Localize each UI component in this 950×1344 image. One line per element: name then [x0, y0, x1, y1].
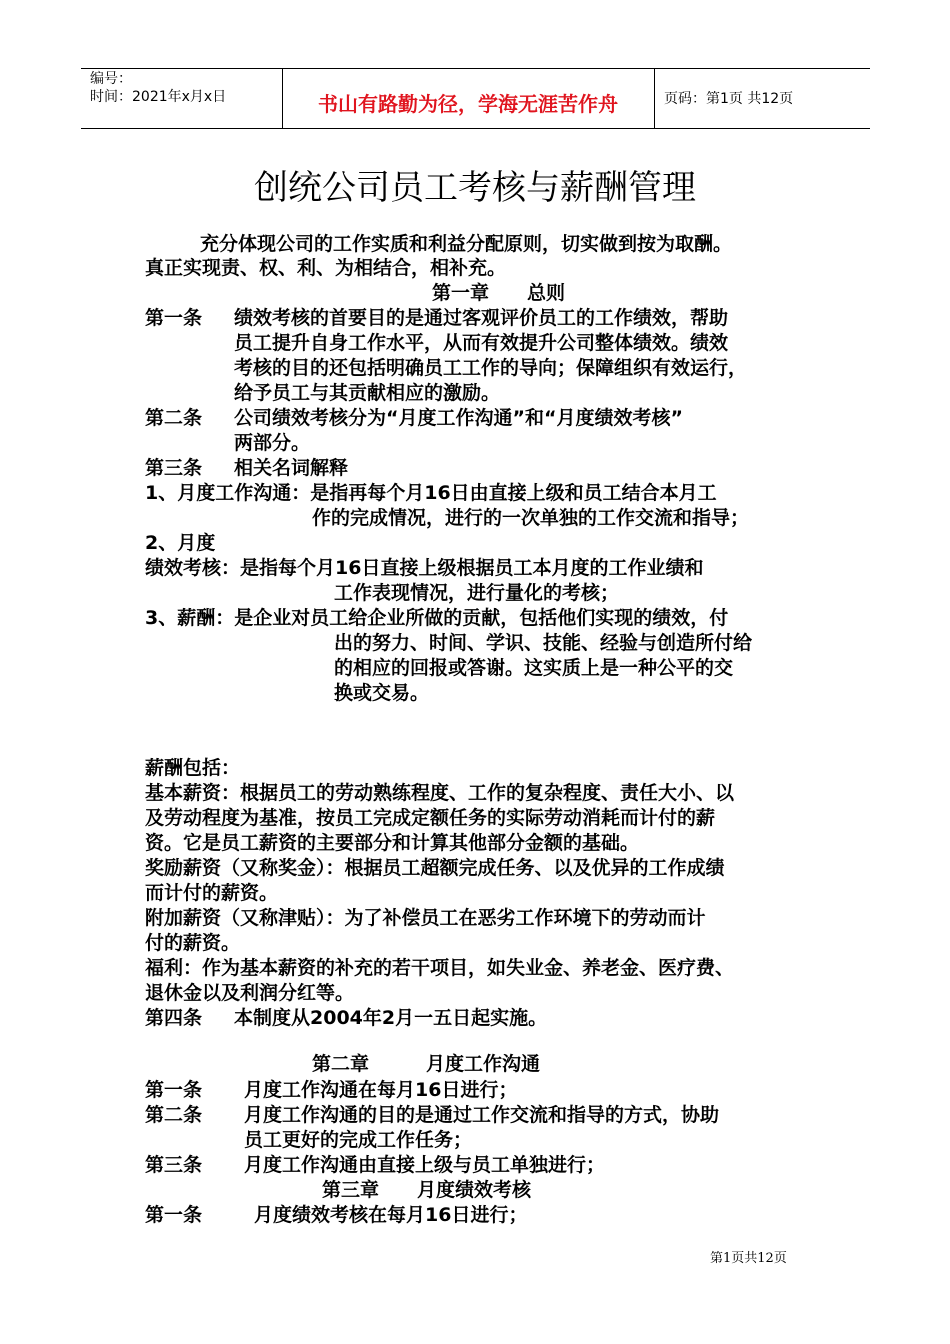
article-label: 第一条	[145, 1204, 203, 1226]
definition-line: 的相应的回报或答谢。这实质上是一种公平的交	[334, 657, 734, 679]
article-label: 第二条	[145, 407, 203, 429]
intro-line: 充分体现公司的工作实质和利益分配原则，切实做到按为取酬。	[200, 233, 733, 255]
header-top-rule	[81, 68, 870, 69]
article-text: 公司绩效考核分为“月度工作沟通”和“月度绩效考核”	[234, 407, 683, 429]
article-text: 考核的目的还包括明确员工工作的导向；保障组织有效运行，	[234, 357, 748, 379]
article-label: 第一条	[145, 1079, 203, 1101]
salary-line: 而计付的薪资。	[145, 882, 279, 904]
article-text: 员工更好的完成工作任务；	[244, 1129, 473, 1151]
article-label: 第二条	[145, 1104, 203, 1126]
chapter-heading: 第三章 月度绩效考核	[322, 1179, 532, 1201]
article-text: 月度工作沟通由直接上级与员工单独进行；	[244, 1154, 606, 1176]
article-text: 月度绩效考核在每月16日进行；	[254, 1204, 528, 1226]
definition-line: 绩效考核：是指每个月16日直接上级根据员工本月度的工作业绩和	[145, 557, 704, 579]
article-text: 本制度从2004年2月一五日起实施。	[234, 1007, 548, 1029]
article-label: 第四条	[145, 1007, 203, 1029]
intro-line: 真正实现责、权、利、为相结合，相补充。	[145, 257, 507, 279]
definition-line: 3、薪酬：是企业对员工给企业所做的贡献，包括他们实现的绩效，付	[145, 607, 729, 629]
salary-line: 及劳动程度为基准，按员工完成定额任务的实际劳动消耗而计付的薪	[145, 807, 716, 829]
number-label: 编号：	[90, 71, 132, 87]
definition-line: 作的完成情况，进行的一次单独的工作交流和指导；	[312, 507, 750, 529]
article-label: 第三条	[145, 457, 203, 479]
salary-heading: 薪酬包括：	[145, 757, 241, 779]
motto: 书山有路勤为径，学海无涯苦作舟	[318, 92, 618, 116]
document-title: 创统公司员工考核与薪酬管理	[254, 168, 696, 208]
article-text: 员工提升自身工作水平，从而有效提升公司整体绩效。绩效	[234, 332, 729, 354]
header-divider	[654, 68, 655, 129]
salary-line: 退休金以及利润分红等。	[145, 982, 355, 1004]
article-text: 给予员工与其贡献相应的激励。	[234, 382, 501, 404]
salary-line: 附加薪资（又称津贴）：为了补偿员工在恶劣工作环境下的劳动而计	[145, 907, 706, 929]
salary-line: 福利：作为基本薪资的补充的若干项目，如失业金、养老金、医疗费、	[145, 957, 735, 979]
article-text: 两部分。	[234, 432, 311, 454]
header-bottom-rule	[81, 128, 870, 129]
salary-line: 资。它是员工薪资的主要部分和计算其他部分金额的基础。	[145, 832, 640, 854]
article-label: 第一条	[145, 307, 203, 329]
salary-line: 奖励薪资（又称奖金）：根据员工超额完成任务、以及优异的工作成绩	[145, 857, 725, 879]
definition-line: 2、月度	[145, 532, 216, 554]
article-text: 月度工作沟通的目的是通过工作交流和指导的方式，协助	[244, 1104, 720, 1126]
article-text: 相关名词解释	[234, 457, 349, 479]
page-footer: 第1页共12页	[710, 1251, 787, 1266]
chapter-heading: 第一章 总则	[432, 282, 566, 304]
definition-line: 出的努力、时间、学识、技能、经验与创造所付给	[334, 632, 753, 654]
definition-line: 1、月度工作沟通：是指再每个月16日由直接上级和员工结合本月工	[145, 482, 717, 504]
time-label: 时间：2021年x月x日	[90, 89, 227, 105]
definition-line: 换或交易。	[334, 682, 430, 704]
page-info: 页码：第1页 共12页	[664, 91, 794, 107]
article-text: 绩效考核的首要目的是通过客观评价员工的工作绩效，帮助	[234, 307, 729, 329]
definition-line: 工作表现情况，进行量化的考核；	[334, 582, 620, 604]
article-text: 月度工作沟通在每月16日进行；	[244, 1079, 518, 1101]
chapter-heading: 第二章 月度工作沟通	[312, 1053, 541, 1075]
article-label: 第三条	[145, 1154, 203, 1176]
salary-line: 付的薪资。	[145, 932, 241, 954]
salary-line: 基本薪资：根据员工的劳动熟练程度、工作的复杂程度、责任大小、以	[145, 782, 735, 804]
